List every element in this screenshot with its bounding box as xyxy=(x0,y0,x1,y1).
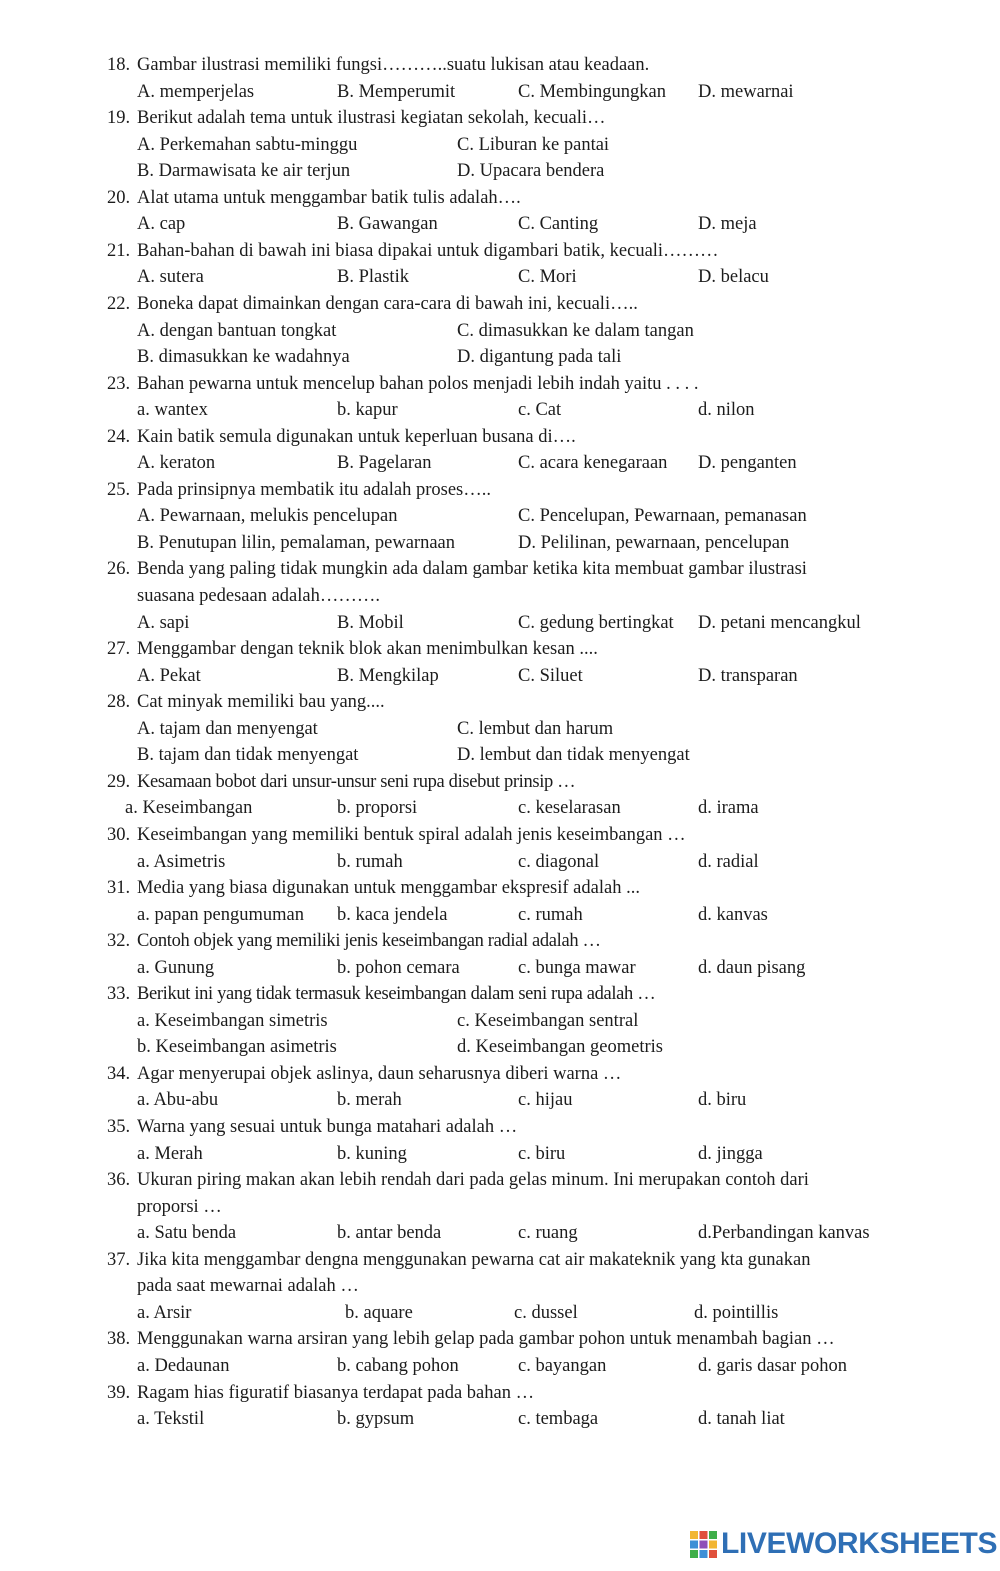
question-number: 37. xyxy=(107,1249,131,1270)
answer-option[interactable]: c. ruang xyxy=(518,1223,578,1244)
question-13-row xyxy=(0,902,1000,928)
question-14-row xyxy=(0,928,1000,954)
answer-option[interactable]: d. Keseimbangan geometris xyxy=(457,1037,664,1058)
answer-option[interactable]: a. Satu benda xyxy=(137,1223,237,1244)
question-text: Kain batik semula digunakan untuk keperluan busana di…. xyxy=(137,426,576,447)
question-12-row xyxy=(0,849,1000,875)
question-number: 38. xyxy=(107,1329,131,1350)
answer-option[interactable]: c. dussel xyxy=(514,1302,578,1323)
answer-option[interactable]: a. papan pengumuman xyxy=(137,904,304,925)
question-6-row xyxy=(0,450,1000,476)
answer-option[interactable]: D. meja xyxy=(698,214,757,235)
question-number: 28. xyxy=(107,692,131,713)
question-text-continued: suasana pedesaan adalah………. xyxy=(137,586,380,606)
answer-option[interactable]: d.Perbandingan kanvas xyxy=(698,1223,870,1244)
question-15-row xyxy=(0,1008,1000,1034)
answer-option[interactable]: C. gedung bertingkat xyxy=(518,612,674,633)
question-10-row xyxy=(0,742,1000,768)
question-number: 29. xyxy=(107,771,131,792)
question-1-row xyxy=(0,105,1000,131)
question-number: 33. xyxy=(107,984,131,1005)
answer-option[interactable]: C. acara kenegaraan xyxy=(518,453,668,474)
answer-option[interactable]: C. Liburan ke pantai xyxy=(457,134,610,155)
question-text: Agar menyerupai objek aslinya, daun seharusnya diberi warna … xyxy=(137,1063,622,1084)
answer-option[interactable]: d. daun pisang xyxy=(698,957,806,978)
answer-option[interactable]: C. lembut dan harum xyxy=(457,718,614,739)
answer-option[interactable]: A. Pewarnaan, melukis pencelupan xyxy=(137,506,398,527)
question-18-row xyxy=(0,1167,1000,1193)
answer-option[interactable]: C. Mori xyxy=(518,267,577,288)
question-19-row xyxy=(0,1300,1000,1326)
answer-option[interactable]: a. wantex xyxy=(137,400,208,421)
answer-option[interactable]: B. Plastik xyxy=(337,267,409,288)
answer-option[interactable]: B. Pagelaran xyxy=(337,453,432,474)
answer-option[interactable]: c. rumah xyxy=(518,904,583,925)
question-2-row xyxy=(0,211,1000,237)
answer-option[interactable]: d. kanvas xyxy=(698,904,768,925)
answer-option[interactable]: c. Cat xyxy=(518,400,562,421)
question-text: Pada prinsipnya membatik itu adalah proses….. xyxy=(137,479,491,500)
answer-option[interactable]: d. biru xyxy=(698,1090,747,1111)
question-11-row xyxy=(0,795,1000,821)
answer-option[interactable]: D. belacu xyxy=(698,267,769,288)
question-18-row xyxy=(0,1220,1000,1246)
answer-option[interactable]: D. digantung pada tali xyxy=(457,347,622,368)
answer-option[interactable]: a. Tekstil xyxy=(137,1409,205,1430)
question-9-row xyxy=(0,663,1000,689)
question-text: Bahan-bahan di bawah ini biasa dipakai untuk digambari batik, kecuali……… xyxy=(137,240,719,261)
question-16-row xyxy=(0,1087,1000,1113)
question-10-row xyxy=(0,716,1000,742)
answer-option[interactable]: d. tanah liat xyxy=(698,1409,785,1430)
question-text: Media yang biasa digunakan untuk menggambar ekspresif adalah ... xyxy=(137,878,640,899)
answer-option[interactable]: B. Darmawisata ke air terjun xyxy=(137,161,351,182)
answer-option[interactable]: a. Merah xyxy=(137,1143,203,1164)
answer-option[interactable]: c. tembaga xyxy=(518,1409,599,1430)
answer-option[interactable]: D. petani mencangkul xyxy=(698,612,861,633)
answer-option[interactable]: D. Upacara bendera xyxy=(457,161,605,182)
answer-option[interactable]: A. tajam dan menyengat xyxy=(137,718,318,739)
answer-option[interactable]: d. nilon xyxy=(698,400,755,421)
question-7-row xyxy=(0,503,1000,529)
answer-option[interactable]: B. Gawangan xyxy=(337,214,438,235)
answer-option[interactable]: b. aquare xyxy=(345,1302,413,1323)
answer-option[interactable]: C. Pencelupan, Pewarnaan, pemanasan xyxy=(518,506,807,527)
question-19-row xyxy=(0,1247,1000,1273)
question-number: 36. xyxy=(107,1170,131,1191)
question-14-row xyxy=(0,955,1000,981)
answer-option[interactable]: a. Keseimbangan xyxy=(125,798,253,819)
answer-option[interactable]: a. Arsir xyxy=(137,1302,192,1323)
answer-option[interactable]: B. Penutupan lilin, pemalaman, pewarnaan xyxy=(137,532,456,553)
answer-option[interactable]: a. Asimetris xyxy=(137,851,226,872)
answer-option[interactable]: b. proporsi xyxy=(337,798,418,819)
question-text: Alat utama untuk menggambar batik tulis adalah…. xyxy=(137,187,521,208)
answer-option[interactable]: c. Keseimbangan sentral xyxy=(457,1010,639,1031)
question-number: 23. xyxy=(107,373,131,394)
answer-option[interactable]: a. Gunung xyxy=(137,957,215,978)
question-number: 21. xyxy=(107,240,131,261)
question-17-row xyxy=(0,1114,1000,1140)
question-10-row xyxy=(0,689,1000,715)
question-16-row xyxy=(0,1061,1000,1087)
question-18-row xyxy=(0,1194,1000,1220)
answer-option[interactable]: B. Mengkilap xyxy=(337,665,439,686)
question-text: Contoh objek yang memiliki jenis keseimbangan radial adalah … xyxy=(137,931,601,952)
question-number: 18. xyxy=(107,55,131,75)
answer-option[interactable]: D. Pelilinan, pewarnaan, pencelupan xyxy=(518,532,790,553)
answer-option[interactable]: a. Dedaunan xyxy=(137,1355,230,1376)
answer-option[interactable]: A. Pekat xyxy=(137,665,201,686)
answer-option[interactable]: b. pohon cemara xyxy=(337,957,460,978)
answer-option[interactable]: d. garis dasar pohon xyxy=(698,1355,847,1376)
question-number: 35. xyxy=(107,1117,131,1137)
answer-option[interactable]: d. irama xyxy=(698,798,759,819)
question-7-row xyxy=(0,530,1000,556)
question-8-row xyxy=(0,556,1000,582)
question-text: Benda yang paling tidak mungkin ada dalam gambar ketika kita membuat gambar ilustrasi xyxy=(137,559,807,580)
answer-option[interactable]: b. kapur xyxy=(337,400,398,421)
question-4-row xyxy=(0,291,1000,317)
question-text: Ukuran piring makan akan lebih rendah dari pada gelas minum. Ini merupakan contoh dari xyxy=(137,1170,809,1191)
brand-text: LIVEWORKSHEETS xyxy=(721,1527,998,1560)
answer-option[interactable]: c. keselarasan xyxy=(518,798,621,819)
answer-option[interactable]: A. Perkemahan sabtu-minggu xyxy=(137,134,358,155)
answer-option[interactable]: A. memperjelas xyxy=(137,81,255,102)
question-text: Kesamaan bobot dari unsur-unsur seni rupa disebut prinsip … xyxy=(137,771,576,792)
question-12-row xyxy=(0,822,1000,848)
question-4-row xyxy=(0,318,1000,344)
question-19-row xyxy=(0,1273,1000,1299)
question-text-continued: proporsi … xyxy=(137,1196,222,1217)
question-number: 30. xyxy=(107,824,131,845)
question-number: 19. xyxy=(107,108,131,129)
question-text: Jika kita menggambar dengna menggunakan pewarna cat air makateknik yang kta gunakan xyxy=(137,1249,811,1270)
question-1-row xyxy=(0,158,1000,184)
question-21-row xyxy=(0,1406,1000,1432)
question-number: 22. xyxy=(107,293,131,314)
question-13-row xyxy=(0,875,1000,901)
question-number: 24. xyxy=(107,426,131,447)
answer-option[interactable]: B. Memperumit xyxy=(337,81,456,102)
answer-option[interactable]: B. Mobil xyxy=(337,612,404,633)
answer-option[interactable]: b. gypsum xyxy=(337,1409,415,1430)
question-0-row xyxy=(0,79,1000,105)
question-0-row xyxy=(0,52,1000,78)
question-number: 26. xyxy=(107,559,131,580)
question-4-row xyxy=(0,344,1000,370)
answer-option[interactable]: C. dimasukkan ke dalam tangan xyxy=(457,320,694,341)
question-text: Bahan pewarna untuk mencelup bahan polos menjadi lebih indah yaitu . . . . xyxy=(137,373,699,394)
question-9-row xyxy=(0,636,1000,662)
question-text: Ragam hias figuratif biasanya terdapat pada bahan … xyxy=(137,1382,535,1403)
question-15-row xyxy=(0,981,1000,1007)
question-number: 31. xyxy=(107,878,131,899)
answer-option[interactable]: D. lembut dan tidak menyengat xyxy=(457,745,690,766)
answer-option[interactable]: D. transparan xyxy=(698,665,798,686)
question-20-row xyxy=(0,1326,1000,1352)
answer-option[interactable]: C. Canting xyxy=(518,214,599,235)
question-text: Boneka dapat dimainkan dengan cara-cara di bawah ini, kecuali….. xyxy=(137,293,638,314)
question-number: 20. xyxy=(107,187,131,208)
question-number: 32. xyxy=(107,931,131,952)
answer-option[interactable]: D. mewarnai xyxy=(698,81,794,102)
question-number: 27. xyxy=(107,639,131,660)
question-6-row xyxy=(0,424,1000,450)
liveworksheets-logo-icon xyxy=(690,1531,717,1558)
question-8-row xyxy=(0,583,1000,609)
answer-option[interactable]: b. cabang pohon xyxy=(337,1355,459,1376)
answer-option[interactable]: D. penganten xyxy=(698,453,797,474)
answer-option[interactable]: C. Siluet xyxy=(518,665,583,686)
answer-option[interactable]: A. keraton xyxy=(137,453,216,474)
question-11-row xyxy=(0,769,1000,795)
answer-option[interactable]: b. rumah xyxy=(337,851,403,872)
answer-option[interactable]: A. sapi xyxy=(137,612,190,633)
question-text: Keseimbangan yang memiliki bentuk spiral adalah jenis keseimbangan … xyxy=(137,824,686,845)
answer-option[interactable]: A. sutera xyxy=(137,267,204,288)
answer-option[interactable]: c. hijau xyxy=(518,1090,573,1111)
question-text-continued: pada saat mewarnai adalah … xyxy=(137,1276,359,1297)
answer-option[interactable]: b. antar benda xyxy=(337,1223,442,1244)
answer-option[interactable]: b. Keseimbangan asimetris xyxy=(137,1037,337,1058)
answer-option[interactable]: a. Abu-abu xyxy=(137,1090,219,1111)
answer-option[interactable]: B. dimasukkan ke wadahnya xyxy=(137,347,350,368)
answer-option[interactable]: A. cap xyxy=(137,214,186,235)
question-21-row xyxy=(0,1380,1000,1406)
answer-option[interactable]: c. bunga mawar xyxy=(518,957,636,978)
question-3-row xyxy=(0,264,1000,290)
answer-option[interactable]: B. tajam dan tidak menyengat xyxy=(137,745,359,766)
answer-option[interactable]: b. merah xyxy=(337,1090,402,1111)
question-number: 25. xyxy=(107,479,131,500)
answer-option[interactable]: b. kaca jendela xyxy=(337,904,448,925)
question-text: Berikut ini yang tidak termasuk keseimbangan dalam seni rupa adalah … xyxy=(137,984,656,1005)
question-text: Menggambar dengan teknik blok akan menimbulkan kesan .... xyxy=(137,639,598,660)
answer-option[interactable]: d. pointillis xyxy=(694,1302,779,1323)
answer-option[interactable]: A. dengan bantuan tongkat xyxy=(137,320,337,341)
question-2-row xyxy=(0,185,1000,211)
question-8-row xyxy=(0,610,1000,636)
answer-option[interactable]: C. Membingungkan xyxy=(518,81,666,102)
question-1-row xyxy=(0,132,1000,158)
question-text: Gambar ilustrasi memiliki fungsi………..suatu lukisan atau keadaan. xyxy=(137,55,650,75)
question-number: 39. xyxy=(107,1382,131,1403)
question-text: Menggunakan warna arsiran yang lebih gelap pada gambar pohon untuk menambah bagian … xyxy=(137,1329,835,1350)
answer-option[interactable]: d. jingga xyxy=(698,1143,763,1164)
liveworksheets-brand[interactable] xyxy=(690,1524,997,1564)
answer-option[interactable]: a. Keseimbangan simetris xyxy=(137,1010,328,1031)
question-text: Cat minyak memiliki bau yang.... xyxy=(137,692,385,713)
answer-option[interactable]: c. biru xyxy=(518,1143,566,1164)
question-text: Berikut adalah tema untuk ilustrasi kegiatan sekolah, kecuali… xyxy=(137,108,606,129)
question-3-row xyxy=(0,238,1000,264)
question-text: Warna yang sesuai untuk bunga matahari adalah … xyxy=(137,1117,518,1137)
question-7-row xyxy=(0,477,1000,503)
answer-option[interactable]: c. diagonal xyxy=(518,851,600,872)
question-5-row xyxy=(0,371,1000,397)
question-15-row xyxy=(0,1034,1000,1060)
question-5-row xyxy=(0,397,1000,423)
question-17-row xyxy=(0,1141,1000,1167)
answer-option[interactable]: d. radial xyxy=(698,851,759,872)
answer-option[interactable]: b. kuning xyxy=(337,1143,407,1164)
question-20-row xyxy=(0,1353,1000,1379)
answer-option[interactable]: c. bayangan xyxy=(518,1355,607,1376)
question-number: 34. xyxy=(107,1063,131,1084)
